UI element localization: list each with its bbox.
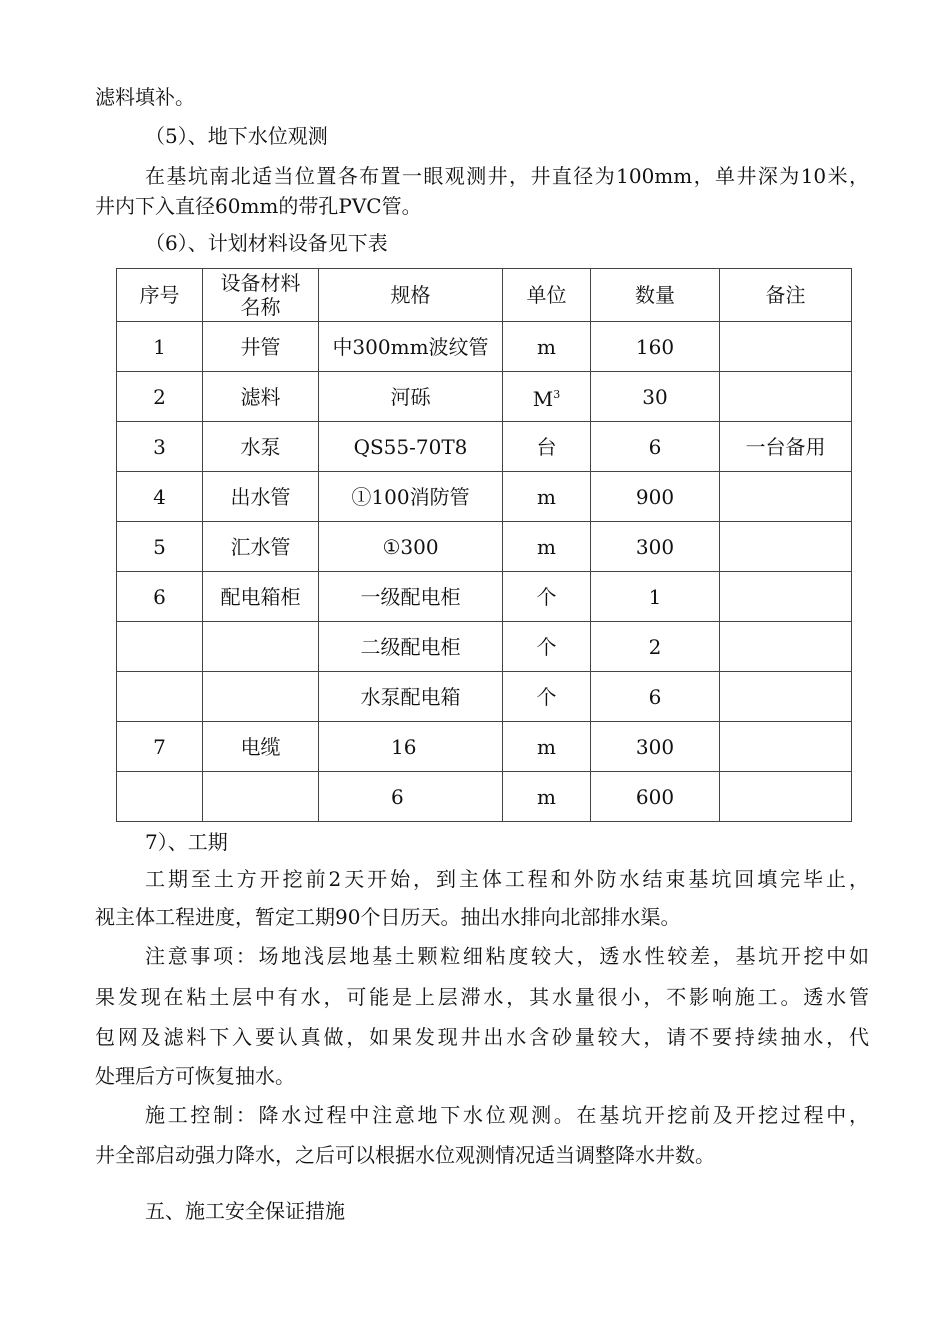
paragraph-line: 施工控制：降水过程中注意地下水位观测。在基坑开挖前及开挖过程中，: [145, 1103, 869, 1127]
table-row: [117, 422, 852, 472]
cell-seq: 3: [117, 422, 203, 472]
cell-spec: 二级配电柜: [319, 622, 503, 672]
header-spec: 规格: [319, 269, 503, 322]
cell-seq: [117, 622, 203, 672]
header-name-line1: 设备材料: [220, 271, 301, 295]
cell-unit: 个: [503, 672, 591, 722]
section-heading-safety: 五、施工安全保证措施: [145, 1199, 345, 1223]
paragraph-line: 在基坑南北适当位置各布置一眼观测井，井直径为100mm，单井深为10米，: [145, 164, 869, 188]
paragraph-line: 包网及滤料下入要认真做，如果发现井出水含砂量较大，请不要持续抽水，代: [95, 1025, 869, 1049]
cell-seq: 2: [117, 372, 203, 422]
paragraph-line: 果发现在粘土层中有水，可能是上层滞水，其水量很小，不影响施工。透水管: [95, 985, 869, 1009]
cell-spec: 中300mm波纹管: [319, 322, 503, 372]
cell-unit: 台: [503, 422, 591, 472]
cell-name: 滤料: [203, 372, 319, 422]
cell-spec: 6: [319, 772, 503, 822]
cell-spec: 水泵配电箱: [319, 672, 503, 722]
section-heading-groundwater-observation: （5）、地下水位观测: [145, 124, 328, 148]
cell-unit: m: [503, 722, 591, 772]
table-row: [117, 672, 852, 722]
cell-qty: 2: [591, 622, 720, 672]
header-name: [203, 269, 319, 322]
unit-text: M: [532, 386, 554, 411]
paragraph-line: 工期至土方开挖前2天开始，到主体工程和外防水结束基坑回填完毕止，: [145, 867, 869, 891]
cell-name: 电缆: [203, 722, 319, 772]
table-row: [117, 722, 852, 772]
table-row: [117, 472, 852, 522]
cell-unit: m: [503, 472, 591, 522]
paragraph-continuation: 滤料填补。: [95, 85, 195, 109]
cell-qty: 160: [591, 322, 720, 372]
unit-superscript: 3: [553, 387, 561, 401]
cell-qty: 900: [591, 472, 720, 522]
cell-qty: 6: [591, 422, 720, 472]
cell-qty: 300: [591, 522, 720, 572]
paragraph-line: 注意事项：场地浅层地基土颗粒细粘度较大，透水性较差，基坑开挖中如: [145, 944, 869, 968]
cell-seq: [117, 672, 203, 722]
cell-unit: 个: [503, 622, 591, 672]
section-heading-schedule: 7）、工期: [145, 830, 228, 854]
paragraph-line: 处理后方可恢复抽水。: [95, 1064, 295, 1088]
cell-qty: 1: [591, 572, 720, 622]
cell-note: [720, 322, 852, 372]
header-note: 备注: [720, 269, 852, 322]
cell-qty: 30: [591, 372, 720, 422]
cell-unit: m: [503, 322, 591, 372]
cell-name: 井管: [203, 322, 319, 372]
header-qty: 数量: [591, 269, 720, 322]
cell-note: [720, 622, 852, 672]
cell-note: 一台备用: [720, 422, 852, 472]
cell-name: 出水管: [203, 472, 319, 522]
cell-seq: 4: [117, 472, 203, 522]
cell-qty: 6: [591, 672, 720, 722]
cell-name: [203, 672, 319, 722]
paragraph-line: 视主体工程进度，暂定工期90个日历天。抽出水排向北部排水渠。: [95, 905, 681, 929]
cell-seq: 1: [117, 322, 203, 372]
cell-name: [203, 772, 319, 822]
cell-unit: 个: [503, 572, 591, 622]
paragraph-line: 井内下入直径60mm的带孔PVC管。: [95, 194, 422, 218]
cell-note: [720, 672, 852, 722]
cell-seq: 7: [117, 722, 203, 772]
cell-spec: 河砾: [319, 372, 503, 422]
cell-seq: [117, 772, 203, 822]
header-unit: 单位: [503, 269, 591, 322]
cell-qty: 300: [591, 722, 720, 772]
cell-seq: 6: [117, 572, 203, 622]
table-row: [117, 372, 852, 422]
table-row: [117, 772, 852, 822]
header-name-line2: 名称: [240, 295, 281, 319]
paragraph-line: 井全部启动强力降水，之后可以根据水位观测情况适当调整降水井数。: [95, 1143, 715, 1167]
cell-qty: 600: [591, 772, 720, 822]
cell-name: 汇水管: [203, 522, 319, 572]
cell-spec: 16: [319, 722, 503, 772]
table-row: [117, 622, 852, 672]
table-row: [117, 572, 852, 622]
cell-spec: QS55-70T8: [319, 422, 503, 472]
cell-spec: ①300: [319, 522, 503, 572]
cell-note: [720, 572, 852, 622]
cell-name: 配电箱柜: [203, 572, 319, 622]
cell-note: [720, 722, 852, 772]
cell-unit: [503, 372, 591, 422]
cell-seq: 5: [117, 522, 203, 572]
cell-note: [720, 472, 852, 522]
cell-name: 水泵: [203, 422, 319, 472]
cell-spec: ①100消防管: [319, 472, 503, 522]
cell-note: [720, 372, 852, 422]
cell-unit: m: [503, 522, 591, 572]
cell-note: [720, 772, 852, 822]
header-seq: 序号: [117, 269, 203, 322]
table-header-row: [117, 269, 852, 322]
table-row: [117, 322, 852, 372]
cell-note: [720, 522, 852, 572]
cell-name: [203, 622, 319, 672]
table-row: [117, 522, 852, 572]
section-heading-materials: （6）、计划材料设备见下表: [145, 231, 388, 255]
cell-unit: m: [503, 772, 591, 822]
cell-spec: 一级配电柜: [319, 572, 503, 622]
materials-table: [116, 268, 852, 822]
